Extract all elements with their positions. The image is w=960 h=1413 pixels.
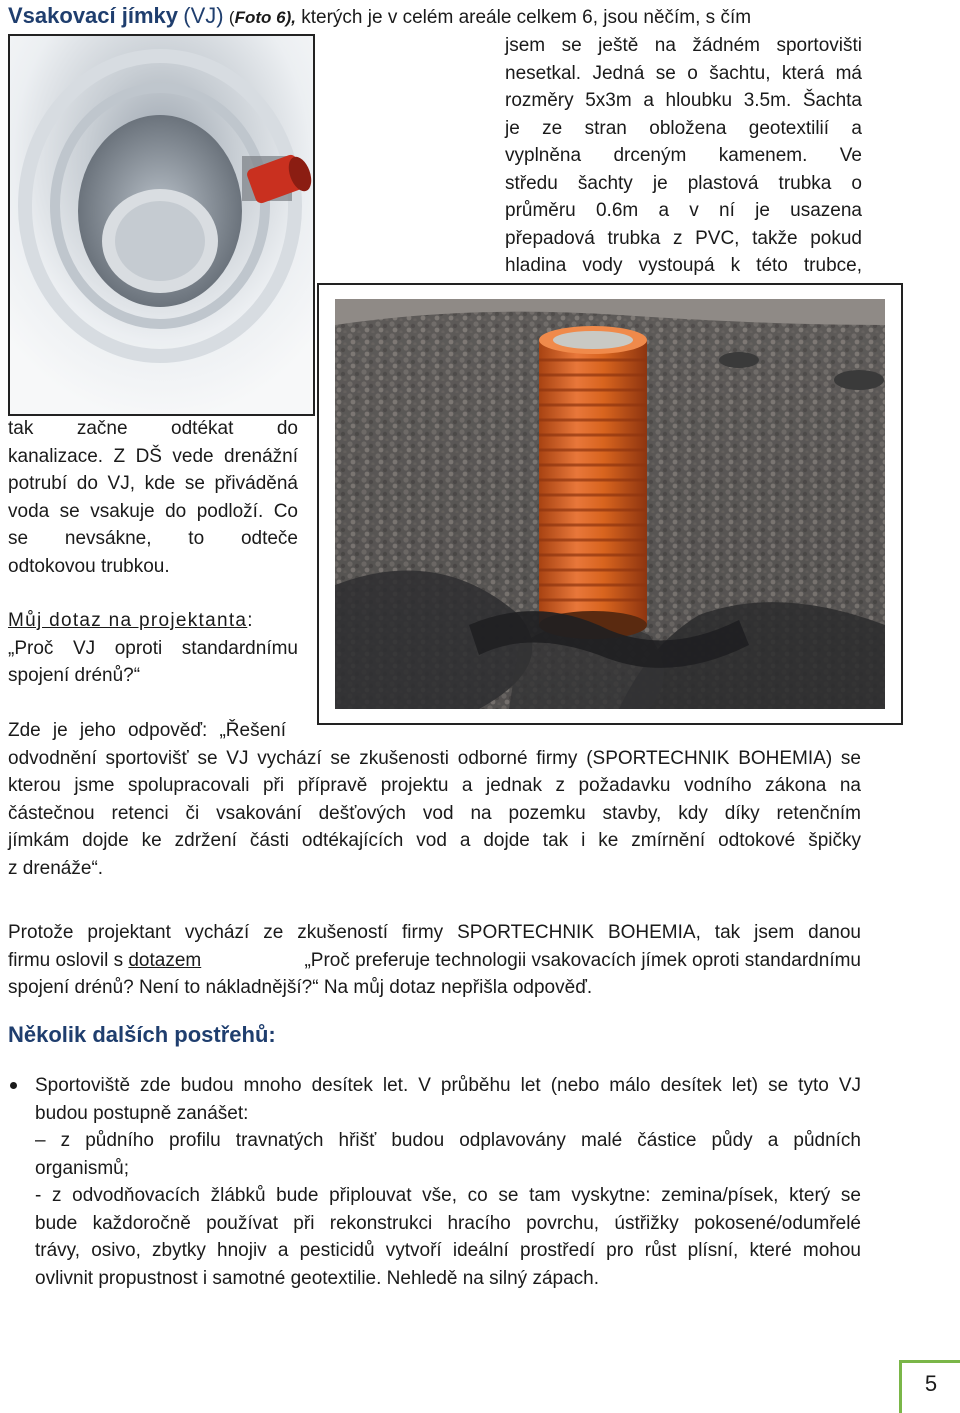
text-line: středu šachty je plastová trubka o [505,172,862,194]
photo-reference: Foto 6), [234,8,296,27]
question-text: spojení drénů?“ [8,665,141,686]
section-abbr: (VJ) [183,3,224,28]
heading-line [8,2,751,32]
text-line: trávy, osivo, zbytky hnojiv a pesticidů vytvoří ideální prostředí pro růst plísní, které mohou [35,1240,861,1261]
shaft-interior-illustration [10,36,313,414]
text-line: kanalizace. Z DŠ vede drenážní [8,445,298,467]
text-line: jímkám dojde ke zdržení části odtékajících vod a dojde tak i ke zmírnění odtokové špičky [8,830,861,851]
question-text: „Proč VJ oproti standardnímu [8,637,298,659]
text-line: částečnou retenci či vsakování dešťových vod na pozemku stavby, kdy díky retenčním [8,802,861,824]
paren-open: ( [228,8,235,27]
text-line: ovlivnit propustnost i samotné geotextilie. Nehledě na silný zápach. [35,1267,599,1289]
text-line: potrubí do VJ, kde se přiváděná [8,473,298,494]
section-title: Vsakovací jímky [8,3,179,28]
text-line: kterou jsme spolupracovali při přípravě projektu a jednak z požadavku vodního zákona na [8,775,861,796]
text-line: je ze stran obložena geotextilií a [505,117,862,139]
question-label-line [8,607,298,635]
text-line: spojení drénů? Není to nákladnější?“ Na můj dotaz nepřišla odpověď. [8,977,593,998]
text-fragment: „Proč preferuje technologii vsakovacích jímek oproti standardnímu [304,949,861,971]
text-line: budou postupně zanášet: [35,1102,249,1124]
text-line: organismů; [35,1157,129,1179]
answer-first-line: Zde je jeho odpověď: „Řešení [8,720,286,741]
text-line: hladina vody vystoupá k této trubce, [505,255,862,276]
question-colon: : [247,610,253,631]
page-number: 5 [924,1371,938,1396]
text-line: z drenáže“. [8,857,104,879]
text-line: se nevsákne, to odteče [8,528,298,549]
bullet-dot-icon [10,1082,17,1089]
text-line: bude každoročně používat při rekonstrukci hracího povrchu, ústřižky pokosené/odumřelé [35,1212,861,1234]
text-line [8,947,861,975]
text-line: tak začne odtékat do [8,418,298,439]
page-number-box [899,1360,960,1413]
orange-pipe [539,326,647,639]
text-fragment: firmu oslovil s [8,949,124,971]
text-line: Sportoviště zde budou mnoho desítek let. V průběhu let (nebo málo desítek let) se tyto VJ [35,1075,861,1096]
text-line: nesetkal. Jedná se o šachtu, která má [505,62,862,84]
text-line: Protože projektant vychází ze zkušeností firmy SPORTECHNIK BOHEMIA, tak jsem danou [8,922,861,943]
text-line: rozměry 5x3m a hloubku 3.5m. Šachta [505,90,862,111]
text-line: - z odvodňovacích žlábků bude připlouvat vše, co se tam vyskytne: zemina/písek, který se [35,1185,861,1206]
text-line: odtokovou trubkou. [8,555,170,577]
text-line: průměru 0.6m a v ní je usazena [505,200,862,221]
text-line: odvodnění sportovišť se VJ vychází se zkušenosti odborné firmy (SPORTECHNIK BOHEMIA) se [8,747,861,769]
text-line: voda se vsakuje do podloží. Co [8,500,298,522]
photo-orange-pipe [317,283,903,725]
orange-pipe-illustration [319,285,901,723]
dotazem-link[interactable]: dotazem [128,949,202,971]
question-label: Můj dotaz na projektanta [8,610,248,631]
text-line: jsem se ještě na žádném sportovišti [505,35,862,56]
heading-rest: kterých je v celém areále celkem 6, jsou něčím, s čím [301,7,752,28]
text-line: – z půdního profilu travnatých hřišť budou odplavovány malé částice půdy a půdních [35,1130,861,1151]
photo-shaft-interior [8,34,315,416]
section-heading: Několik dalších postřehů: [8,1022,276,1047]
text-line: přepadová trubka z PVC, takže pokud [505,227,862,249]
text-line: vyplněna drceným kamenem. Ve [505,145,862,166]
